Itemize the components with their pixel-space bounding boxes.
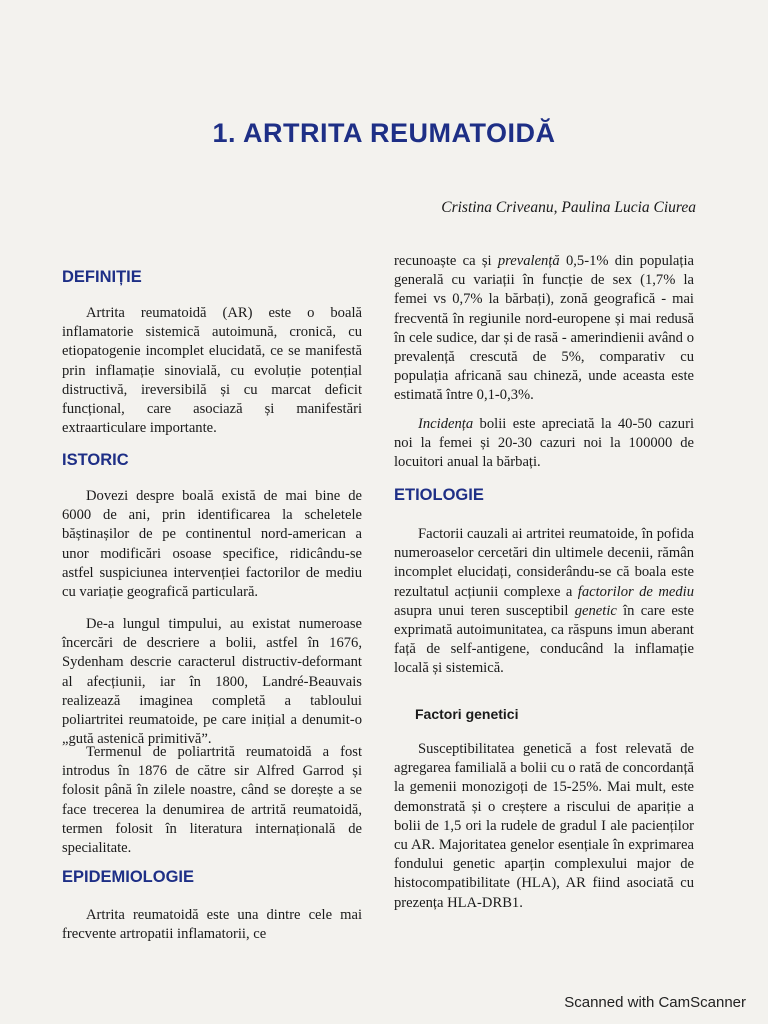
etiologie-text-b: asupra unui teren susceptibil bbox=[394, 602, 575, 619]
factori-genetici-paragraph: Susceptibilitatea genetică a fost relevată de agregarea familială a bolii cu o rată de concordanță la gemenii monozigoți de 15-25%. Mai mult, este demonstrată și o creștere a riscului de apariție a bolii de 1,5 ori la rudele de gradul I ale pacienților cu AR. Majoritatea genelor esențiale în exprimarea fondului genetic aparțin complexului major de histocompatibilitate (HLA), AR fiind asociată cu prezența HLA-DRB1. bbox=[394, 741, 694, 911]
section-heading-epidemiologie: EPIDEMIOLOGIE bbox=[62, 868, 195, 886]
definitie-paragraph: Artrita reumatoidă (AR) este o boală inflamatorie sistemică autoimună, cronică, cu etiopatogenie incomplet elucidată, ce se manifestă prin inflamație sinovială, cu evoluție potențial distructivă, ireversibilă și cu marcat deficit funcțional, care asociază și manifestări extraarticulare importante. bbox=[62, 305, 362, 437]
etiologie-text-c: în care este exprimată autoimunitatea, ca răspuns imun aberant față de self-antigene, conducând la inflamație locală și sistemică. bbox=[394, 602, 695, 677]
factori-mediu-term: factorilor de mediu bbox=[577, 583, 694, 600]
prevalenta-term: prevalență bbox=[497, 253, 560, 269]
section-heading-etiologie: ETIOLOGIE bbox=[394, 486, 484, 504]
incidenta-paragraph bbox=[394, 415, 694, 473]
section-heading-definitie: DEFINIȚIE bbox=[62, 268, 142, 286]
incidenta-text: bolii este apreciată la 40-50 cazuri noi la femei și 20-30 cazuri noi la 100000 de locuitori anual la bărbați. bbox=[394, 416, 694, 471]
istoric-paragraph-1: Dovezi despre boală există de mai bine de 6000 de ani, prin identificarea la scheletele băștinașilor de pe continentul nord-american a unor modificări osoase specifice, ridicându-se astfel suspiciunea intervenției factorilor de mediu cu variație geografică particulară. bbox=[62, 488, 362, 601]
etiologie-text-a: Factorii cauzali ai artritei reumatoide, în pofida numeroaselor cercetări din ultimele decenii, rămân incomplet elucidați, considerându-se că boala este rezultatul acțiunii complexe a bbox=[394, 526, 694, 600]
subheading-factori-genetici: Factori genetici bbox=[415, 706, 519, 722]
prevalenta-text-b: 0,5-1% din populația generală cu variații în funcție de sex (1,7% la femei vs 0,7% la bărbați), zonă geografică - mai frecventă în regiunile nord-europene și mai redusă în cele sudice, dar și de rasă - amerindienii având o prevalență crescută de 5%, comparativ cu populația africană sau chineză, unde aceasta este estimată între 0,1-0,3%. bbox=[394, 253, 694, 404]
section-heading-istoric: ISTORIC bbox=[62, 451, 129, 469]
incidenta-term: Incidența bbox=[418, 416, 474, 432]
genetic-term: genetic bbox=[574, 602, 617, 619]
istoric-paragraph-3: Termenul de poliartrită reumatoidă a fost introdus în 1876 de către sir Alfred Garrod și folosit până în zilele noastre, când se dorește a se face trecerea la denumirea de artrită reumatoidă, termen folosit în literatura internațională de specialitate. bbox=[62, 744, 362, 857]
istoric-paragraph-2: De-a lungul timpului, au existat numeroase încercări de descriere a bolii, astfel în 1676, Sydenham descrie caracterul distructiv-deformant al afecțiunii, iar în 1800, Landré-Beauvais realizează imaginea completă a tabloului poliartritei reumatoide, pe care inițial a denumit-o „gută astenică primitivă”. bbox=[62, 616, 362, 748]
authors-line: Cristina Criveanu, Paulina Lucia Ciurea bbox=[441, 199, 696, 216]
page-title: 1. ARTRITA REUMATOIDĂ bbox=[212, 118, 556, 148]
scanner-watermark: Scanned with CamScanner bbox=[564, 994, 746, 1011]
prevalenta-paragraph bbox=[394, 252, 694, 406]
prevalenta-text-a: recunoaște ca și bbox=[394, 253, 498, 269]
etiologie-paragraph bbox=[394, 525, 694, 679]
epidemiologie-paragraph: Artrita reumatoidă este una dintre cele mai frecvente artropatii inflamatorii, ce bbox=[62, 907, 362, 943]
